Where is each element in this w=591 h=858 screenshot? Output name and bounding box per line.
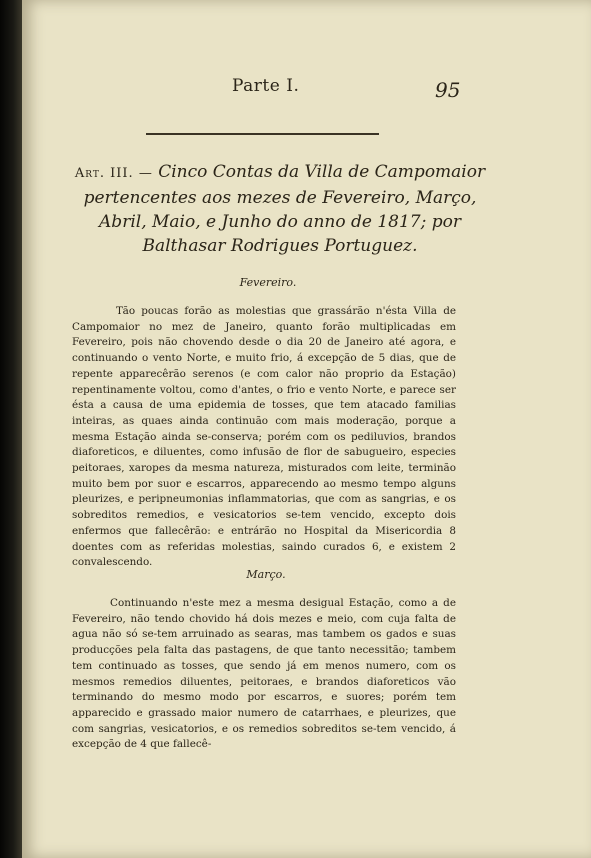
running-head: Parte I.: [232, 76, 300, 96]
section-heading-march: Março.: [246, 568, 286, 581]
section-text-february: Tão poucas forão as molestias que grassárão n'ésta Villa de Campomaior no mez de Janeiro, quanto forão multiplicadas em Fevereiro, pois não chovendo desde o dia 20 de Janeiro até agora, e continuando o vento Norte, e muito frio, á excepção de 5 dias, que de repente apparecêrão serenos (e com calor não proprio da Estação) repentinamente voltou, como d'antes, o frio e vento Norte, e parece ser ésta a causa de uma epidemia de tosses, que tem atacado familias inteiras, as quaes ainda continuão com mais moderação, porque a mesma Estação ainda se-conserva; porém com os pediluvios, brandos diaforeticos, e diluentes, como infusão de flor de sabugueiro, especies peitoraes, xaropes da mesma natureza, misturados com leite, terminão muito bem por suor e escarros, apparecendo ao mesmo tempo alguns pleurizes, e peripneumonias inflammatorias, que com as sangrias, e os sobreditos remedios, e vesicatorios se-tem vencido, excepto dois enfermos que fallecêrão: e entrárão no Hospital da Misericordia 8 doentes com as referidas molestias, saindo curados 6, e existem 2 convalescendo.: [72, 305, 456, 569]
book-binding: [0, 0, 22, 858]
article-title-block: [70, 160, 490, 258]
header-rule: [146, 133, 379, 135]
article-label: Art. III. —: [74, 166, 153, 181]
section-heading-february: Fevereiro.: [239, 276, 297, 289]
article-title: Cinco Contas da Villa de Campomaior pertencentes aos mezes de Fevereiro, Março, Abril, Maio, e Junho do anno de 1817; por Balthasar Rodrigues Portuguez.: [83, 162, 486, 256]
page-number: 95: [435, 78, 461, 102]
section-text-march: Continuando n'este mez a mesma desigual Estação, como a de Fevereiro, não tendo chovido há dois mezes e meio, com cuja falta de agua não só se-tem arruinado as searas, mas tambem os gados e suas producções pela falta das pastagens, de que tanto necessitão; tambem tem continuado as tosses, que sendo já em menos numero, com os mesmos remedios diluentes, peitoraes, e brandos diaforeticos vão terminando do mesmo modo por escarros, e suores; porém tem apparecido e grassado maior numero de catarrhaes, e pleurizes, que com sangrias, vesicatorios, e os remedios sobreditos se-tem vencido, á excepção de 4 que fallecê-: [72, 597, 456, 751]
